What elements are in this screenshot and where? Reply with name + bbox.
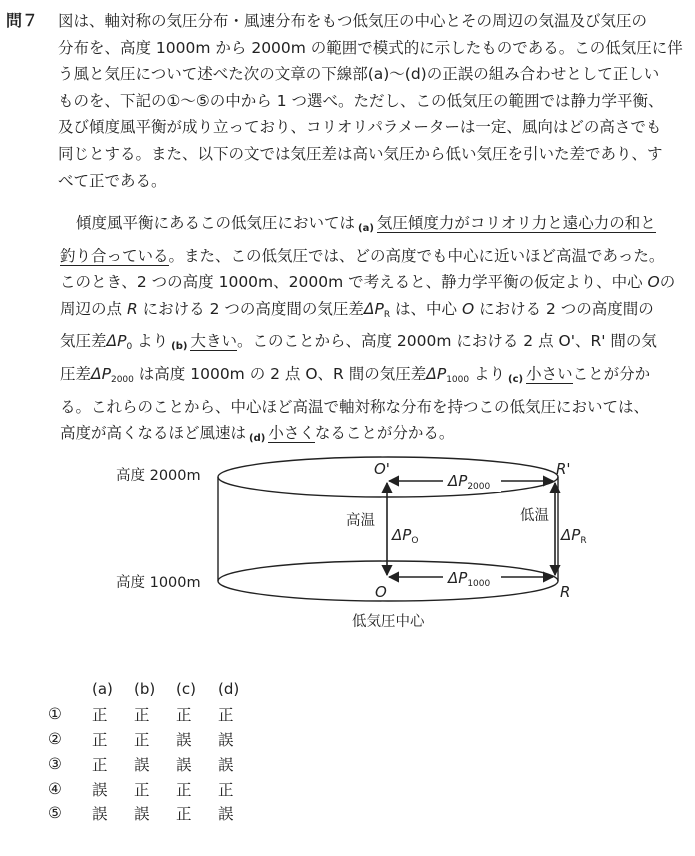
marker-c: (c)	[508, 373, 524, 385]
question-line: 及び傾度風平衡が成り立っており、コリオリパラメーターは一定、風向はどの高さでも	[58, 118, 662, 137]
option-value: 正	[134, 730, 150, 749]
option-value: 誤	[92, 780, 108, 799]
label-dpr: $\Delta P_R$	[561, 526, 587, 546]
question-line: べて正である。	[58, 171, 167, 190]
passage-text: 圧差	[60, 364, 92, 383]
point-o: O	[461, 299, 475, 318]
label-cold: 低温	[520, 508, 549, 524]
underline-b: 大きい	[190, 332, 237, 351]
point-o: O	[375, 583, 387, 601]
point-o-prime: O'	[374, 460, 390, 478]
passage-text: なることが分かる。	[314, 424, 455, 443]
passage-text: 高度が高くなるほど風速は	[60, 424, 247, 443]
passage-text: 。このことから、高度 2000m における 2 点 O'、R' 間の気	[236, 332, 657, 351]
passage-line-4	[60, 296, 686, 329]
question-number: 問７	[6, 11, 39, 30]
passage-text: 傾度風平衡にあるこの低気圧においては	[76, 214, 356, 232]
passage-line-6	[60, 361, 686, 394]
underline-c: 小さい	[526, 364, 573, 383]
question-line: う風と気圧について述べた次の文章の下線部(a)～(d)の正誤の組み合わせとして正しい	[58, 65, 660, 84]
delta-p: ΔP	[91, 364, 111, 383]
bottom-ellipse	[218, 561, 558, 601]
label-warm: 高温	[346, 513, 375, 529]
label-low-center: 低気圧中心	[352, 614, 425, 630]
option-value: 誤	[134, 805, 150, 824]
point-r: R	[126, 299, 138, 318]
option-value: 誤	[218, 730, 234, 749]
label-dp2000: $\Delta P_{2000}$	[448, 472, 491, 492]
point-r-prime: R'	[556, 460, 571, 478]
option-value: 正	[92, 706, 108, 725]
option-row[interactable]	[48, 751, 260, 776]
option-value: 正	[218, 706, 234, 725]
underline-a-cont: 釣り合っている	[60, 246, 169, 265]
subscript: 0	[126, 342, 133, 353]
option-row[interactable]	[48, 776, 260, 801]
option-label: ③	[48, 754, 62, 773]
delta-p: ΔP	[363, 299, 384, 318]
header-c: (c)	[176, 680, 196, 699]
passage-line-7	[60, 394, 686, 421]
passage-text: は高度 1000m の 2 点 O、R 間の気圧差	[133, 364, 427, 383]
option-row[interactable]	[48, 727, 260, 752]
passage-line-2	[60, 243, 686, 270]
question-line: 分布を、高度 1000m から 2000m の範囲で模式的に示したものである。この低気圧に伴	[58, 38, 683, 57]
option-value: 正	[134, 780, 150, 799]
answer-options	[48, 677, 260, 826]
passage	[60, 210, 686, 453]
option-row[interactable]	[48, 801, 260, 826]
passage-text: 気圧差	[60, 332, 107, 351]
option-label: ②	[48, 729, 62, 748]
option-value: 正	[176, 805, 192, 824]
header-a: (a)	[92, 680, 113, 699]
passage-text: る。これらのことから、中心ほど高温で軸対称な分布を持つこの低気圧においては、	[60, 397, 650, 416]
passage-text: このとき、2 つの高度 1000m、2000m で考えると、静力学平衡の仮定より、中心	[60, 273, 648, 292]
option-value: 正	[176, 706, 192, 725]
question-line: 同じとする。また、以下の文では気圧差は高い気圧から低い気圧を引いた差であり、す	[58, 144, 663, 163]
option-value: 正	[176, 780, 192, 799]
question-text	[60, 8, 686, 194]
passage-line-1	[60, 210, 686, 243]
option-row[interactable]	[48, 702, 260, 727]
underline-a: 気圧傾度力がコリオリ力と遠心力の和と	[376, 214, 656, 232]
passage-text: ことが分か	[572, 364, 651, 383]
passage-text: 。また、この低気圧では、どの高度でも中心に近いほど高温であった。	[168, 246, 665, 265]
option-value: 誤	[218, 805, 234, 824]
passage-text: は、中心	[390, 299, 462, 318]
subscript: 2000	[110, 374, 134, 385]
header-d: (d)	[218, 680, 240, 699]
passage-text: より	[469, 364, 506, 383]
passage-text: 周辺の点	[60, 299, 127, 318]
option-value: 誤	[176, 755, 192, 774]
option-label: ④	[48, 779, 62, 798]
cylinder-shape	[218, 457, 558, 601]
passage-text: より	[132, 332, 169, 351]
delta-p: ΔP	[106, 332, 127, 351]
passage-text: の	[659, 273, 676, 292]
marker-d: (d)	[249, 433, 266, 445]
option-label: ①	[48, 705, 62, 724]
passage-line-8	[60, 420, 686, 453]
passage-line-5	[60, 328, 686, 361]
point-o: O	[647, 273, 660, 292]
header-b: (b)	[134, 680, 156, 699]
subscript: 1000	[446, 374, 470, 385]
option-value: 誤	[134, 755, 150, 774]
delta-p: ΔP	[426, 364, 447, 383]
label-altitude-2000: 高度 2000m	[116, 468, 201, 484]
cylinder-diagram	[100, 450, 620, 640]
option-value: 正	[134, 706, 150, 725]
option-value: 誤	[218, 755, 234, 774]
marker-a: (a)	[358, 223, 374, 234]
option-value: 正	[92, 755, 108, 774]
label-dp0: $\Delta P_O$	[392, 526, 419, 546]
subscript: R	[383, 309, 391, 320]
question-line: ものを、下記の①～⑤の中から 1 つ選べ。ただし、この低気圧の範囲では静力学平衡、	[58, 91, 664, 110]
underline-d: 小さく	[268, 424, 315, 443]
options-header	[48, 677, 260, 702]
option-value: 誤	[176, 730, 192, 749]
option-label: ⑤	[48, 804, 62, 823]
question-line: 図は、軸対称の気圧分布・風速分布をもつ低気圧の中心とその周辺の気温及び気圧の	[58, 12, 648, 30]
marker-b: (b)	[171, 341, 188, 353]
option-value: 正	[92, 730, 108, 749]
label-altitude-1000: 高度 1000m	[116, 575, 201, 591]
passage-text: における 2 つの高度間の	[474, 299, 654, 318]
option-value: 正	[218, 780, 234, 799]
passage-line-3	[60, 269, 686, 296]
option-value: 誤	[92, 805, 108, 824]
point-r: R	[560, 583, 571, 601]
label-dp1000: $\Delta P_{1000}$	[448, 569, 491, 589]
passage-text: における 2 つの高度間の気圧差	[137, 299, 364, 318]
